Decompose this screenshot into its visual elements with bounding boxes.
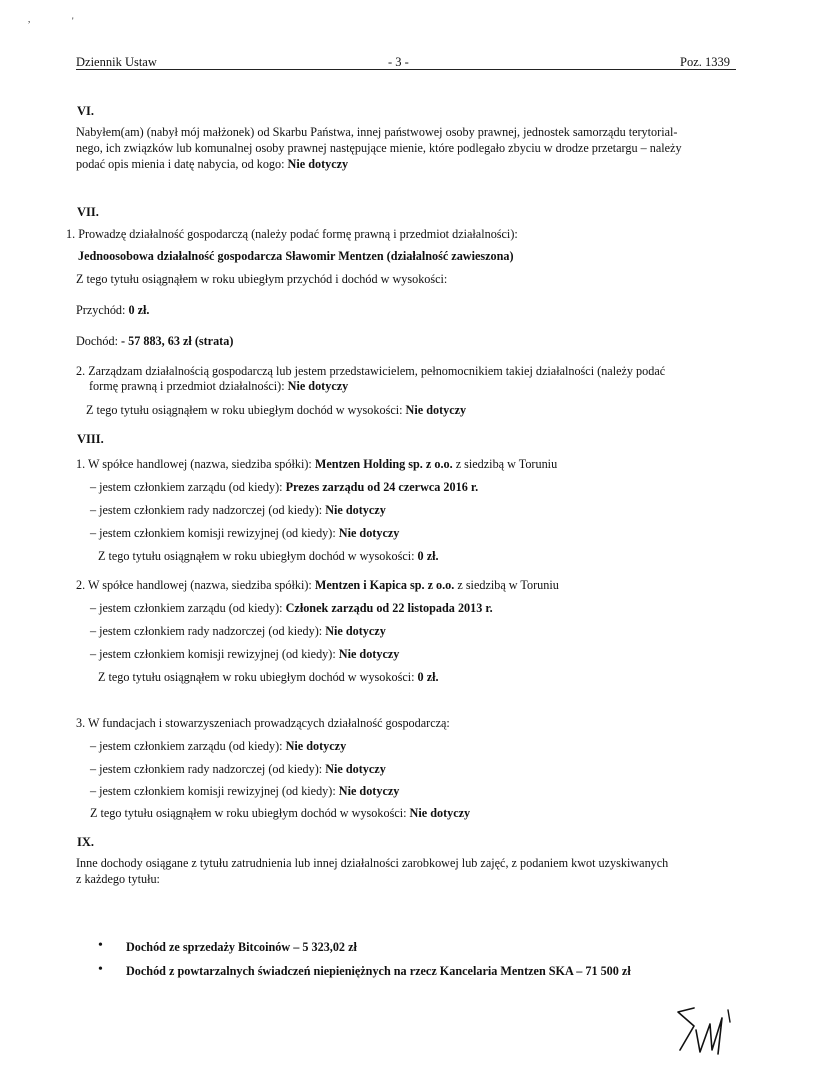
company1-audit-text: – jestem członkiem komisji rewizyjnej (od kiedy):: [90, 526, 339, 540]
section-vi-value: Nie dotyczy: [287, 157, 349, 171]
company1-board-text: – jestem członkiem zarządu (od kiedy):: [90, 480, 286, 494]
company1-supervisory: [90, 503, 386, 518]
section-vii-item2-line1: 2. Zarządzam działalnością gospodarczą lub jestem przedstawicielem, pełnomocnikiem takiej działalności (należy podać: [76, 364, 666, 378]
section-ix-heading: IX.: [77, 835, 95, 849]
header-page-number: - 3 -: [388, 55, 409, 69]
income-line: [76, 334, 233, 349]
section-vii-item1: 1. Prowadzę działalność gospodarczą (należy podać formę prawną i przedmiot działalności):: [66, 227, 518, 241]
foundations-supervisory: [90, 762, 386, 777]
company1-supervisory-text: – jestem członkiem rady nadzorczej (od kiedy):: [90, 503, 326, 517]
company2-audit: [90, 647, 399, 662]
company2-supervisory-value: Nie dotyczy: [325, 624, 386, 638]
section-ix-line1: Inne dochody osiągane z tytułu zatrudnienia lub innej działalności zarobkowej lub zajęć, z podaniem kwot uzyskiwanych: [76, 856, 669, 870]
section-vi-line2: nego, ich związków lub komunalnej osoby prawnej następujące mienie, które podlegało zbyciu w drodze przetargu – należy: [76, 141, 682, 155]
company2-name: Mentzen i Kapica sp. z o.o.: [314, 578, 455, 592]
bullet-marker: •: [98, 962, 103, 977]
company1-board-value: Prezes zarządu od 24 czerwca 2016 r.: [285, 480, 479, 494]
item2-line2-text: formę prawną i przedmiot działalności):: [89, 379, 288, 393]
section-ix-line2: z każdego tytułu:: [76, 872, 160, 886]
income-intro: Z tego tytułu osiągnąłem w roku ubiegłym przychód i dochód w wysokości:: [76, 272, 448, 286]
header-journal: Dziennik Ustaw: [76, 55, 157, 69]
foundations-income: [90, 806, 470, 821]
section-vi-line3-text: podać opis mienia i datę nabycia, od kogo:: [76, 157, 288, 171]
foundations-audit: [90, 784, 399, 799]
revenue-label: Przychód:: [76, 303, 129, 317]
foundations-supervisory-text: – jestem członkiem rady nadzorczej (od kiedy):: [90, 762, 326, 776]
section-vi-line3: [76, 157, 348, 172]
company2-income-value: 0 zł.: [417, 670, 439, 684]
foundations-audit-text: – jestem członkiem komisji rewizyjnej (od kiedy):: [90, 784, 339, 798]
section-vi-heading: VI.: [77, 104, 95, 118]
section-vi-line1: Nabyłem(am) (nabył mój małżonek) od Skarbu Państwa, innej państwowej osoby prawnej, jednostek samorządu terytorial-: [76, 125, 678, 139]
signature-mark: [672, 1000, 747, 1060]
other-income-item: Dochód z powtarzalnych świadczeń niepieniężnych na rzecz Kancelaria Mentzen SKA – 71 500 zł: [126, 964, 631, 978]
foundations-board: [90, 739, 346, 754]
section-viii-heading: VIII.: [77, 432, 104, 446]
company2-line: [76, 578, 559, 593]
company1-name: Mentzen Holding sp. z o.o.: [314, 457, 453, 471]
foundations-supervisory-value: Nie dotyczy: [325, 762, 386, 776]
company2-seat: z siedzibą w Toruniu: [454, 578, 559, 592]
company1-income-text: Z tego tytułu osiągnąłem w roku ubiegłym dochód w wysokości:: [98, 549, 418, 563]
foundations-audit-value: Nie dotyczy: [338, 784, 400, 798]
company1-text: 1. W spółce handlowej (nazwa, siedziba spółki):: [76, 457, 315, 471]
company2-board-value: Członek zarządu od 22 listopada 2013 r.: [285, 601, 493, 615]
foundations-line: 3. W fundacjach i stowarzyszeniach prowadzących działalność gospodarczą:: [76, 716, 450, 730]
revenue-value: 0 zł.: [128, 303, 150, 317]
item2-income-text: Z tego tytułu osiągnąłem w roku ubiegłym dochód w wysokości:: [86, 403, 406, 417]
revenue-line: [76, 303, 149, 318]
section-vii-item2-line2: [89, 379, 348, 394]
scan-mark: ': [72, 16, 74, 26]
company1-board: [90, 480, 478, 495]
income-value: - 57 883, 63 zł (strata): [121, 334, 234, 348]
company1-audit: [90, 526, 399, 541]
section-vii-item2-income: [86, 403, 466, 418]
bullet-marker: •: [98, 938, 103, 953]
section-vii-heading: VII.: [77, 205, 99, 219]
company1-income: [98, 549, 439, 564]
company2-supervisory-text: – jestem członkiem rady nadzorczej (od kiedy):: [90, 624, 326, 638]
company1-income-value: 0 zł.: [417, 549, 439, 563]
company2-board: [90, 601, 493, 616]
company1-audit-value: Nie dotyczy: [338, 526, 400, 540]
foundations-board-text: – jestem członkiem zarządu (od kiedy):: [90, 739, 286, 753]
other-income-item: Dochód ze sprzedaży Bitcoinów – 5 323,02 zł: [126, 940, 357, 954]
company1-line: [76, 457, 557, 472]
foundations-income-text: Z tego tytułu osiągnąłem w roku ubiegłym dochód w wysokości:: [90, 806, 410, 820]
company2-text: 2. W spółce handlowej (nazwa, siedziba spółki):: [76, 578, 315, 592]
company1-supervisory-value: Nie dotyczy: [325, 503, 386, 517]
company2-supervisory: [90, 624, 386, 639]
header-position: Poz. 1339: [680, 55, 730, 69]
company2-income-text: Z tego tytułu osiągnąłem w roku ubiegłym dochód w wysokości:: [98, 670, 418, 684]
company2-audit-value: Nie dotyczy: [338, 647, 400, 661]
income-label: Dochód:: [76, 334, 122, 348]
company1-seat: z siedzibą w Toruniu: [452, 457, 558, 471]
company2-audit-text: – jestem członkiem komisji rewizyjnej (od kiedy):: [90, 647, 339, 661]
foundations-income-value: Nie dotyczy: [409, 806, 471, 820]
company2-income: [98, 670, 439, 685]
header-rule: [76, 69, 736, 70]
scan-mark: ,: [28, 14, 31, 24]
foundations-board-value: Nie dotyczy: [285, 739, 347, 753]
business-name: Jednoosobowa działalność gospodarcza Sławomir Mentzen (działalność zawieszona): [78, 249, 514, 263]
company2-board-text: – jestem członkiem zarządu (od kiedy):: [90, 601, 286, 615]
item2-income-value: Nie dotyczy: [405, 403, 467, 417]
item2-line2-value: Nie dotyczy: [287, 379, 349, 393]
